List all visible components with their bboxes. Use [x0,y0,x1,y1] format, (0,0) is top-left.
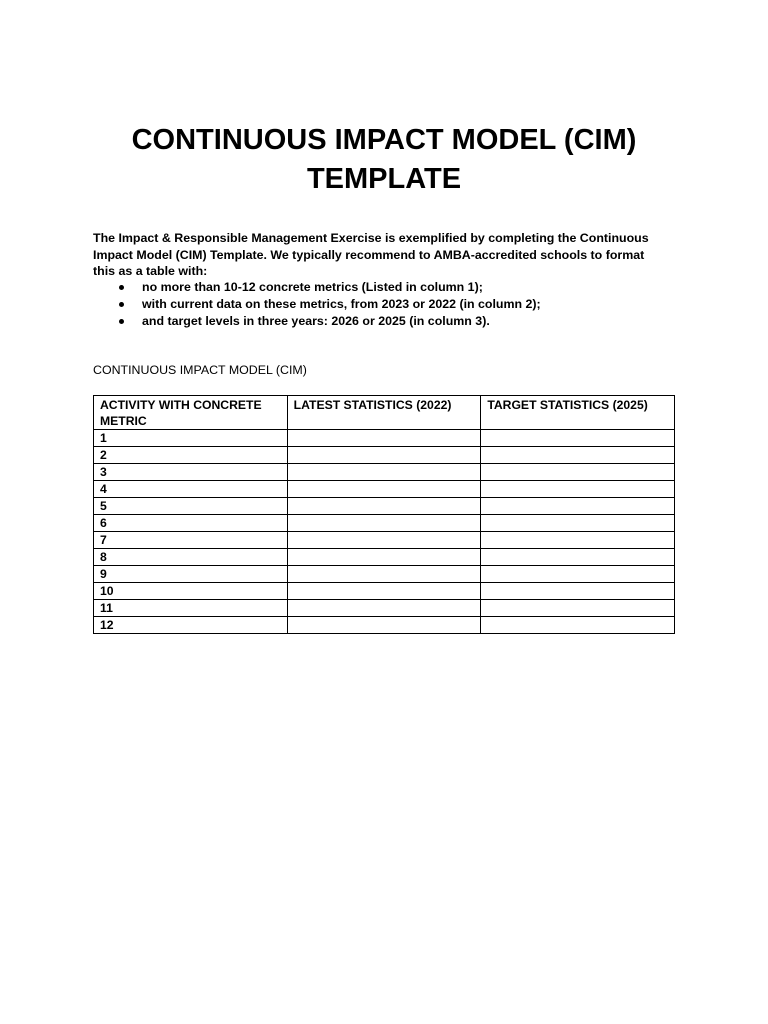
bullet-item [93,313,673,330]
table-row [94,583,675,600]
header-latest-statistics: LATEST STATISTICS (2022) [287,396,481,430]
target-statistics-cell [481,583,675,600]
latest-statistics-cell [287,447,481,464]
activity-cell: 10 [94,583,288,600]
table-row [94,498,675,515]
target-statistics-cell [481,549,675,566]
table-row [94,430,675,447]
target-statistics-cell [481,617,675,634]
table-row [94,532,675,549]
activity-cell: 5 [94,498,288,515]
target-statistics-cell [481,430,675,447]
target-statistics-cell [481,532,675,549]
target-statistics-cell [481,447,675,464]
activity-cell: 7 [94,532,288,549]
bullet-item [93,279,673,296]
header-activity: ACTIVITY WITH CONCRETE METRIC [94,396,288,430]
table-header-row [94,396,675,430]
table-caption: CONTINUOUS IMPACT MODEL (CIM) [93,363,307,377]
latest-statistics-cell [287,549,481,566]
bullet-dot-icon [119,302,124,307]
intro-paragraph: The Impact & Responsible Management Exercise is exemplified by completing the Continuous Impact Model (CIM) Template. We typically recommend to AMBA-accredited schools to format this as a table with: [93,231,649,278]
target-statistics-cell [481,566,675,583]
activity-cell: 6 [94,515,288,532]
target-statistics-cell [481,515,675,532]
table-row [94,481,675,498]
page-title-line-1: CONTINUOUS IMPACT MODEL (CIM) [131,124,637,156]
latest-statistics-cell [287,430,481,447]
latest-statistics-cell [287,532,481,549]
activity-cell: 12 [94,617,288,634]
bullet-text: with current data on these metrics, from 2023 or 2022 (in column 2); [142,297,541,311]
table-row [94,566,675,583]
target-statistics-cell [481,600,675,617]
activity-cell: 11 [94,600,288,617]
activity-cell: 9 [94,566,288,583]
activity-cell: 4 [94,481,288,498]
bullet-text: no more than 10-12 concrete metrics (Listed in column 1); [142,280,483,294]
latest-statistics-cell [287,617,481,634]
latest-statistics-cell [287,566,481,583]
table-row [94,600,675,617]
latest-statistics-cell [287,481,481,498]
bullet-list [93,279,673,330]
latest-statistics-cell [287,515,481,532]
activity-cell: 8 [94,549,288,566]
table-row [94,617,675,634]
bullet-item [93,296,673,313]
target-statistics-cell [481,464,675,481]
cim-table [93,395,675,634]
page-title [90,121,678,199]
table-row [94,447,675,464]
bullet-dot-icon [119,319,124,324]
table-row [94,549,675,566]
target-statistics-cell [481,498,675,515]
latest-statistics-cell [287,583,481,600]
bullet-text: and target levels in three years: 2026 or 2025 (in column 3). [142,314,490,328]
page-title-line-2: TEMPLATE [306,163,462,195]
latest-statistics-cell [287,600,481,617]
header-target-statistics: TARGET STATISTICS (2025) [481,396,675,430]
latest-statistics-cell [287,464,481,481]
latest-statistics-cell [287,498,481,515]
table-row [94,464,675,481]
activity-cell: 3 [94,464,288,481]
table-row [94,515,675,532]
activity-cell: 1 [94,430,288,447]
activity-cell: 2 [94,447,288,464]
target-statistics-cell [481,481,675,498]
bullet-dot-icon [119,285,124,290]
